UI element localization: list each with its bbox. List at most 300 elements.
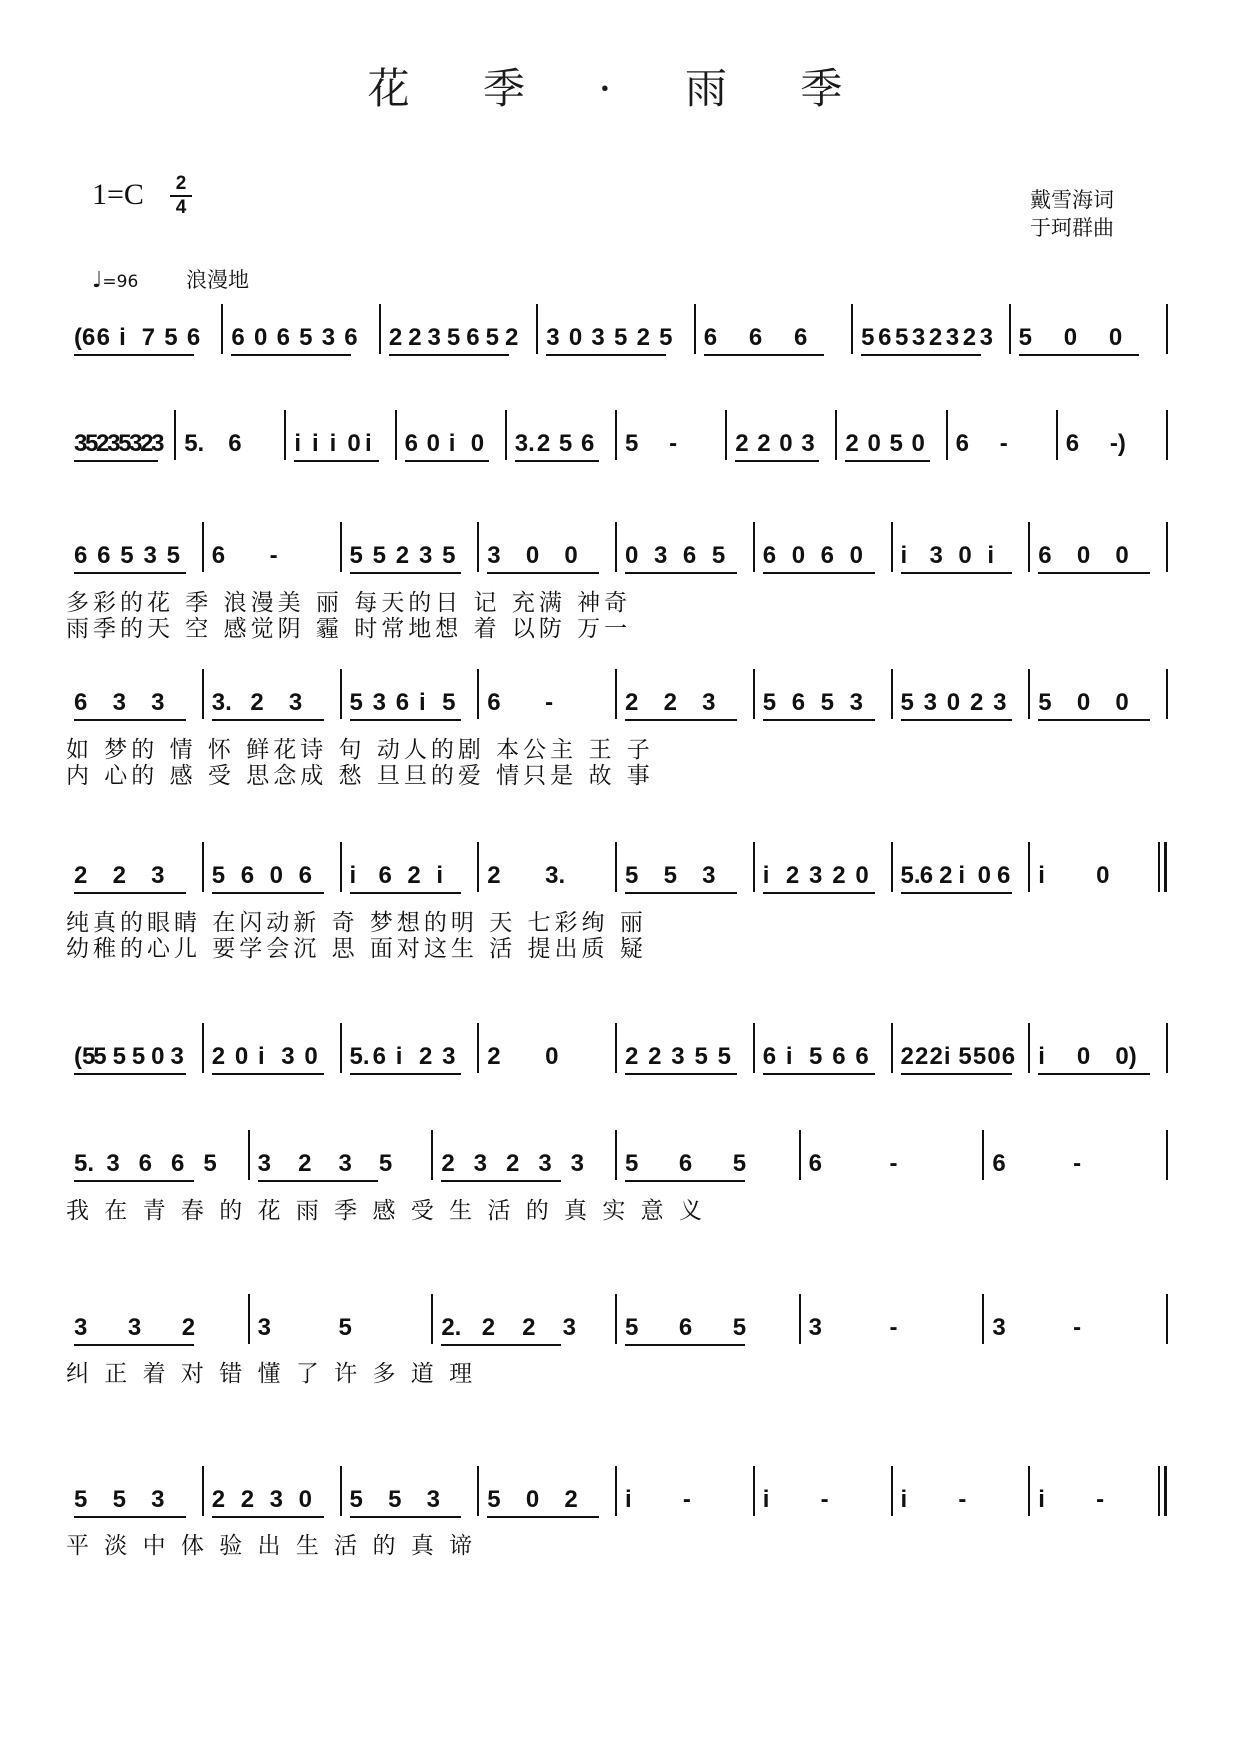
jianpu-note: 0: [568, 324, 583, 351]
jianpu-note: 2: [408, 324, 422, 351]
bar-line: [477, 522, 479, 572]
jianpu-note: 5: [732, 1314, 747, 1341]
bar-line: [174, 410, 176, 460]
bar-line: [477, 1023, 479, 1073]
jianpu-note: 5: [861, 324, 875, 351]
jianpu-note: 0: [867, 430, 881, 457]
jianpu-note: i: [258, 1043, 265, 1070]
jianpu-note: 5: [820, 689, 834, 716]
bar-line: [431, 1130, 433, 1180]
lyric-line: 内 心的 感 受 思念成 愁 旦旦的爱 情只是 故 事: [66, 763, 654, 789]
bar-line: [615, 522, 617, 572]
jianpu-note: 6: [97, 542, 111, 569]
jianpu-note: 5: [809, 1043, 823, 1070]
time-denominator: 4: [175, 197, 187, 218]
jianpu-note: 3: [929, 542, 943, 569]
beam-underline: [389, 354, 509, 356]
double-bar-line: [1158, 842, 1160, 892]
jianpu-note: 5: [762, 689, 777, 716]
jianpu-note: 3: [257, 1150, 272, 1177]
jianpu-note: 3: [809, 862, 823, 889]
jianpu-note: 2: [900, 1043, 914, 1070]
jianpu-note: 0: [1096, 862, 1110, 889]
jianpu-note: 5.: [900, 862, 921, 889]
jianpu-note: 0: [958, 542, 972, 569]
jianpu-note: i: [418, 689, 426, 716]
bar-line: [753, 1466, 755, 1516]
beam-underline: [74, 354, 194, 356]
beam-underline: [1019, 354, 1139, 356]
bar-line: [1164, 1466, 1167, 1516]
jianpu-note: 2: [418, 1043, 433, 1070]
bar-line: [340, 669, 342, 719]
bar-line: [753, 522, 755, 572]
time-signature: [170, 174, 192, 218]
jianpu-note: 3: [945, 324, 960, 351]
jianpu-note: i: [448, 430, 456, 457]
beam-underline: [625, 1073, 737, 1075]
jianpu-note: 0: [545, 1043, 559, 1070]
jianpu-note: i: [312, 430, 319, 457]
jianpu-note: 5: [614, 324, 628, 351]
jianpu-note: 6: [678, 1314, 693, 1341]
bar-line: [753, 842, 755, 892]
beam-underline: [258, 1180, 378, 1182]
beam-underline: [1038, 572, 1150, 574]
jianpu-note: i: [987, 542, 994, 569]
beam-underline: [625, 892, 737, 894]
bar-line: [835, 410, 837, 460]
jianpu-note: 5: [446, 324, 461, 351]
bar-line: [615, 410, 617, 460]
jianpu-note: 0): [1115, 1043, 1137, 1070]
jianpu-note: 5.: [74, 1150, 95, 1177]
bar-line: [615, 842, 617, 892]
tempo-mark: [92, 268, 138, 293]
jianpu-note: 2: [663, 689, 677, 716]
jianpu-note: -: [889, 1314, 898, 1341]
bar-line: [891, 842, 893, 892]
bar-line: [891, 1023, 893, 1073]
jianpu-note: 0: [1076, 1043, 1091, 1070]
jianpu-note: 3: [151, 689, 165, 716]
jianpu-note: 0: [1108, 324, 1123, 351]
beam-underline: [845, 460, 929, 462]
beam-underline: [74, 572, 186, 574]
jianpu-note: 5: [203, 1150, 217, 1177]
jianpu-note: 6: [96, 324, 110, 351]
beam-underline: [901, 892, 1013, 894]
jianpu-note: 0: [1063, 324, 1078, 351]
lyric-line: 我 在 青 春 的 花 雨 季 感 受 生 活 的 真 实 意 义: [66, 1198, 706, 1224]
jianpu-note: 6: [211, 542, 226, 569]
bar-line: [1166, 304, 1168, 354]
jianpu-note: 0: [254, 324, 268, 351]
jianpu-note: -: [958, 1486, 967, 1513]
jianpu-note: 0: [564, 542, 578, 569]
lyric-line: 纯真的眼睛 在闪动新 奇 梦想的明 天 七彩绚 丽: [66, 910, 647, 936]
jianpu-note: 6: [580, 430, 595, 457]
beam-underline: [515, 460, 599, 462]
jianpu-note: 5: [625, 1314, 639, 1341]
jianpu-note: 3: [74, 430, 88, 457]
beam-underline: [901, 719, 1013, 721]
jianpu-note: i: [436, 862, 443, 889]
jianpu-note: 6: [404, 430, 418, 457]
jianpu-note: 5: [388, 1486, 402, 1513]
jianpu-note: 6: [1065, 430, 1080, 457]
beam-underline: [487, 1516, 599, 1518]
bar-line: [891, 522, 893, 572]
beam-underline: [74, 719, 186, 721]
jianpu-note: 2: [914, 1043, 929, 1070]
bar-line: [221, 304, 223, 354]
jianpu-note: 0: [470, 430, 485, 457]
jianpu-note: 6: [395, 689, 410, 716]
jianpu-note: -: [682, 1486, 691, 1513]
jianpu-note: 2: [845, 430, 859, 457]
bar-line: [753, 1023, 755, 1073]
bar-line: [1056, 410, 1058, 460]
jianpu-note: 5: [889, 430, 903, 457]
bar-line: [284, 410, 286, 460]
bar-line: [1009, 304, 1011, 354]
jianpu-note: 2: [832, 862, 846, 889]
jianpu-note: 6: [378, 862, 392, 889]
jianpu-note: 5: [164, 324, 178, 351]
jianpu-note: 6: [791, 689, 806, 716]
jianpu-note: 3: [923, 689, 937, 716]
bar-line: [340, 1466, 342, 1516]
beam-underline: [901, 1073, 1013, 1075]
jianpu-note: i: [958, 862, 966, 889]
beam-underline: [350, 719, 462, 721]
beam-underline: [350, 572, 462, 574]
jianpu-note: 5: [487, 1486, 501, 1513]
bar-line: [248, 1294, 250, 1344]
credits: [1030, 186, 1114, 242]
bar-line: [202, 669, 204, 719]
lyric-line: 雨季的天 空 感觉阴 霾 时常地想 着 以防 万一: [66, 616, 632, 642]
jianpu-note: 5: [895, 324, 909, 351]
jianpu-note: 2: [928, 324, 943, 351]
jianpu-note: i: [349, 862, 357, 889]
jianpu-note: 5.: [184, 430, 205, 457]
jianpu-note: 2: [636, 324, 650, 351]
jianpu-note: 3: [702, 689, 716, 716]
bar-line: [615, 1294, 617, 1344]
jianpu-note: 2: [969, 689, 984, 716]
jianpu-note: 0: [849, 542, 863, 569]
jianpu-note: 5: [958, 1043, 972, 1070]
jianpu-note: 5: [442, 689, 456, 716]
jianpu-note: 0: [911, 430, 925, 457]
beam-underline: [74, 1073, 186, 1075]
jianpu-note: -: [889, 1150, 898, 1177]
beam-underline: [704, 354, 824, 356]
jianpu-note: 3: [143, 542, 157, 569]
bar-line: [1166, 1130, 1168, 1180]
jianpu-note: 3: [426, 1486, 441, 1513]
jianpu-note: 2: [735, 430, 749, 457]
bar-line: [851, 304, 853, 354]
jianpu-note: 3: [107, 430, 121, 457]
jianpu-note: 5: [299, 324, 313, 351]
jianpu-note: -: [820, 1486, 829, 1513]
jianpu-note: 6: [1001, 1043, 1016, 1070]
jianpu-note: 2: [481, 1314, 496, 1341]
jianpu-note: 3: [151, 430, 165, 457]
bar-line: [477, 1466, 479, 1516]
jianpu-note: -: [1073, 1150, 1082, 1177]
bar-line: [982, 1130, 984, 1180]
jianpu-note: i: [1038, 1486, 1045, 1513]
jianpu-note: -: [999, 430, 1008, 457]
bar-line: [725, 410, 727, 460]
jianpu-note: 3.: [211, 689, 232, 716]
jianpu-note: 0: [855, 862, 869, 889]
jianpu-note: 3.: [514, 430, 535, 457]
jianpu-note: 5: [442, 542, 456, 569]
jianpu-note: 0: [525, 542, 540, 569]
jianpu-note: i: [1038, 862, 1045, 889]
jianpu-note: 7: [141, 324, 156, 351]
beam-underline: [901, 572, 1013, 574]
jianpu-note: 6: [487, 689, 501, 716]
double-bar-line: [1158, 1466, 1160, 1516]
bar-line: [202, 522, 204, 572]
jianpu-note: -: [545, 689, 554, 716]
jianpu-note: 0: [1076, 542, 1091, 569]
jianpu-note: 3: [129, 430, 143, 457]
jianpu-note: 3: [993, 689, 1007, 716]
jianpu-note: -: [269, 542, 278, 569]
beam-underline: [405, 460, 489, 462]
jianpu-note: 0: [234, 1043, 249, 1070]
jianpu-note: 6: [228, 430, 242, 457]
bar-line: [248, 1130, 250, 1180]
jianpu-note: 5: [112, 1486, 126, 1513]
jianpu-note: 5: [338, 1314, 352, 1341]
jianpu-note: 2: [211, 1043, 226, 1070]
jianpu-note: 3: [702, 862, 716, 889]
bar-line: [1028, 669, 1030, 719]
jianpu-note: i: [329, 430, 337, 457]
jianpu-note: 6: [171, 1150, 185, 1177]
jianpu-note: 2: [625, 689, 639, 716]
jianpu-note: 3: [442, 1043, 456, 1070]
beam-underline: [231, 354, 351, 356]
quarter-note-icon: ♩: [92, 268, 103, 293]
jianpu-note: 6: [344, 324, 358, 351]
composer-credit: 于珂群曲: [1030, 216, 1114, 240]
bar-line: [536, 304, 538, 354]
jianpu-note: 2: [962, 324, 977, 351]
bar-line: [753, 669, 755, 719]
beam-underline: [625, 1180, 745, 1182]
jianpu-note: -: [669, 430, 678, 457]
jianpu-note: 5: [112, 1043, 126, 1070]
beam-underline: [74, 1180, 194, 1182]
bar-line: [946, 410, 948, 460]
jianpu-note: 2: [388, 324, 403, 351]
jianpu-note: 5: [378, 1150, 393, 1177]
beam-underline: [350, 1073, 462, 1075]
jianpu-note: 5: [1018, 324, 1032, 351]
beam-underline: [763, 719, 875, 721]
beam-underline: [212, 719, 324, 721]
jianpu-note: 0: [1076, 689, 1091, 716]
jianpu-note: 2: [395, 542, 410, 569]
beam-underline: [1038, 719, 1150, 721]
jianpu-note: 5: [372, 542, 386, 569]
bar-line: [340, 522, 342, 572]
beam-underline: [546, 354, 666, 356]
jianpu-note: 5: [118, 430, 132, 457]
beam-underline: [294, 460, 378, 462]
jianpu-note: 3: [151, 1486, 165, 1513]
jianpu-note: 3: [570, 1150, 585, 1177]
bar-line: [615, 1466, 617, 1516]
jianpu-note: 0: [298, 1486, 312, 1513]
jianpu-note: 2: [240, 1486, 255, 1513]
beam-underline: [625, 719, 737, 721]
jianpu-note: 6: [231, 324, 245, 351]
jianpu-note: 5: [93, 1043, 107, 1070]
jianpu-note: 3: [257, 1314, 272, 1341]
beam-underline: [625, 572, 737, 574]
jianpu-note: 6: [955, 430, 969, 457]
jianpu-note: 0: [269, 862, 283, 889]
jianpu-note: 0: [625, 542, 639, 569]
bar-line: [202, 1466, 204, 1516]
lyricist-credit: 戴雪海词: [1030, 188, 1114, 212]
jianpu-note: 2: [250, 689, 264, 716]
jianpu-note: 3: [653, 542, 668, 569]
bar-line: [1166, 410, 1168, 460]
beam-underline: [212, 1516, 324, 1518]
jianpu-note: 3: [562, 1314, 576, 1341]
jianpu-note: 2: [298, 1150, 312, 1177]
jianpu-note: 3: [801, 430, 815, 457]
jianpu-note: 3: [106, 1150, 120, 1177]
jianpu-note: 3: [546, 324, 560, 351]
bar-line: [615, 669, 617, 719]
jianpu-note: 5.: [349, 1043, 370, 1070]
jianpu-note: 3: [671, 1043, 685, 1070]
jianpu-note: 2: [757, 430, 771, 457]
bar-line: [615, 1130, 617, 1180]
jianpu-note: 5: [349, 689, 363, 716]
jianpu-note: 3: [170, 1043, 184, 1070]
jianpu-note: 6: [74, 689, 88, 716]
tempo-value: =96: [102, 272, 139, 292]
jianpu-note: i: [762, 862, 770, 889]
bar-line: [379, 304, 381, 354]
bar-line: [202, 1023, 204, 1073]
jianpu-note: 5: [85, 430, 99, 457]
jianpu-note: 5: [349, 542, 363, 569]
bar-line: [891, 669, 893, 719]
jianpu-note: 3: [849, 689, 863, 716]
jianpu-note: 3: [288, 689, 303, 716]
bar-line: [1166, 1294, 1168, 1344]
jianpu-note: 5: [120, 542, 134, 569]
beam-underline: [74, 892, 186, 894]
jianpu-note: i: [900, 542, 908, 569]
bar-line: [615, 1023, 617, 1073]
jianpu-note: 5: [711, 542, 726, 569]
jianpu-note: 0: [779, 430, 793, 457]
jianpu-note: 2: [487, 862, 501, 889]
bar-line: [340, 842, 342, 892]
jianpu-note: 6: [74, 542, 88, 569]
jianpu-note: 5: [211, 862, 226, 889]
lyric-line: 纠 正 着 对 错 懂 了 许 多 道 理: [66, 1361, 477, 1387]
beam-underline: [763, 572, 875, 574]
jianpu-note: 0: [946, 689, 961, 716]
jianpu-note: 5: [625, 862, 639, 889]
jianpu-note: 5: [659, 324, 673, 351]
jianpu-note: 6: [992, 1150, 1006, 1177]
jianpu-note: i: [785, 1043, 793, 1070]
bar-line: [1166, 1023, 1168, 1073]
bar-line: [1028, 1466, 1030, 1516]
jianpu-note: 6: [678, 1150, 693, 1177]
jianpu-note: 3: [427, 324, 441, 351]
jianpu-note: 6: [276, 324, 290, 351]
jianpu-note: 3: [269, 1486, 283, 1513]
page-title: 花 季 · 雨 季: [367, 64, 873, 113]
expression-mark: 浪漫地: [186, 268, 249, 292]
jianpu-note: 2: [506, 1150, 520, 1177]
jianpu-note: 3: [992, 1314, 1006, 1341]
jianpu-note: -): [1109, 430, 1126, 457]
jianpu-note: 5: [625, 430, 639, 457]
jianpu-note: 6: [186, 324, 201, 351]
jianpu-note: 2: [181, 1314, 196, 1341]
beam-underline: [441, 1344, 561, 1346]
bar-line: [340, 1023, 342, 1073]
jianpu-note: 2: [564, 1486, 578, 1513]
jianpu-note: 6: [466, 324, 480, 351]
beam-underline: [487, 572, 599, 574]
jianpu-note: 3: [321, 324, 336, 351]
jianpu-note: 3: [338, 1150, 352, 1177]
jianpu-note: 2: [407, 862, 421, 889]
jianpu-note: 5: [558, 430, 573, 457]
jianpu-note: 5: [166, 542, 180, 569]
jianpu-note: i: [762, 1486, 770, 1513]
jianpu-note: i: [119, 324, 126, 351]
jianpu-note: i: [364, 430, 372, 457]
lyric-line: 平 淡 中 体 验 出 生 活 的 真 谛: [66, 1533, 477, 1559]
jianpu-note: 3: [487, 542, 501, 569]
jianpu-note: 5: [625, 1150, 639, 1177]
bar-line: [1164, 842, 1167, 892]
jianpu-note: 2: [785, 862, 800, 889]
bar-line: [505, 410, 507, 460]
jianpu-note: 2: [939, 862, 953, 889]
jianpu-note: 3: [372, 689, 386, 716]
jianpu-note: 6: [855, 1043, 869, 1070]
jianpu-note: 0: [1115, 689, 1129, 716]
beam-underline: [861, 354, 981, 356]
jianpu-note: 6: [996, 862, 1011, 889]
jianpu-note: i: [294, 430, 302, 457]
bar-line: [431, 1294, 433, 1344]
jianpu-note: 5: [349, 1486, 363, 1513]
